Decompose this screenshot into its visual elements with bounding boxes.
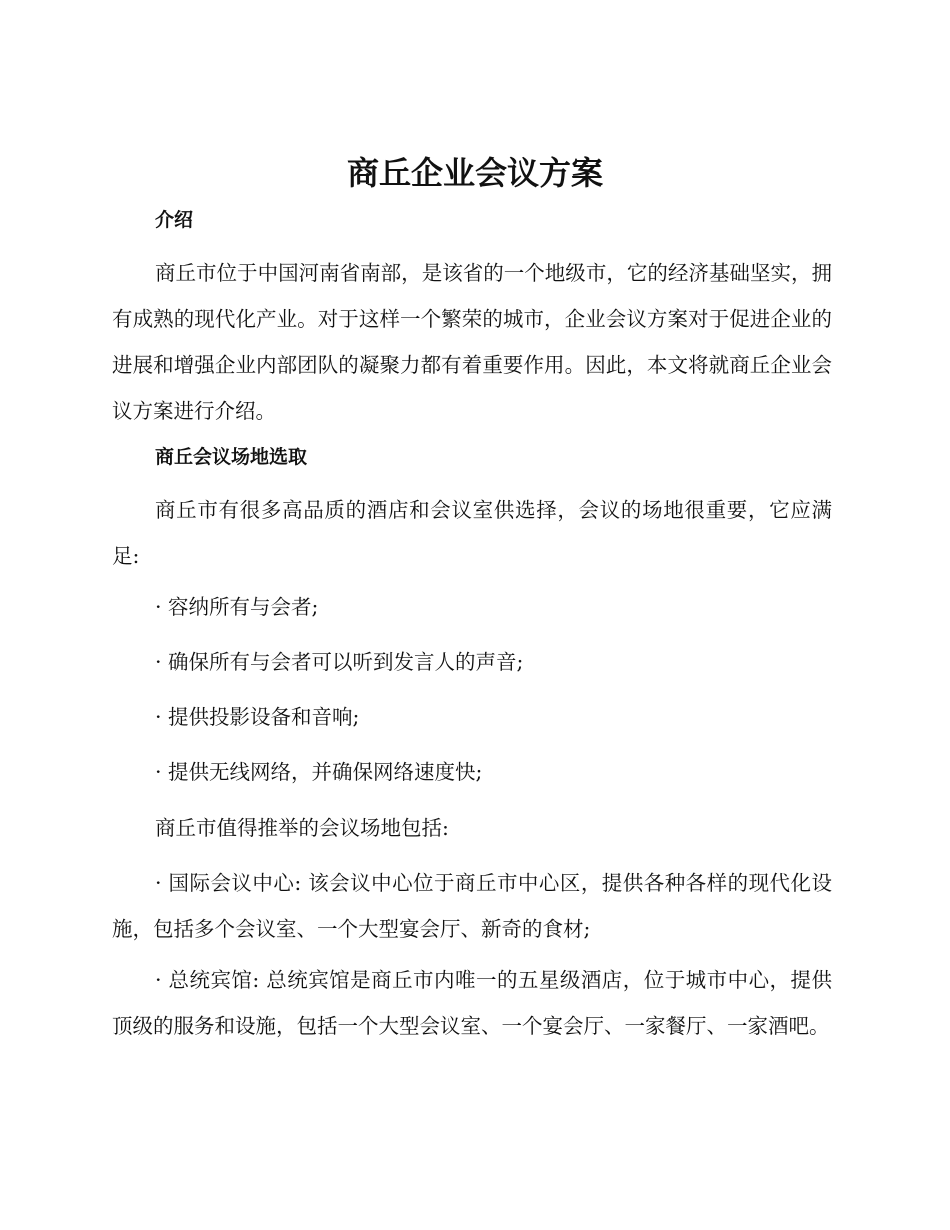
venues-intro: 商丘市值得推举的会议场地包括: [155,816,449,840]
requirement-item: · 提供投影设备和音响; [155,705,360,729]
requirement-item: · 确保所有与会者可以听到发言人的声音; [155,650,524,674]
requirement-item: · 提供无线网络，并确保网络速度快; [155,760,483,784]
section-heading-intro: 介绍 [155,209,194,231]
document-title: 商丘企业会议方案 [346,154,603,192]
venue-item: · 国际会议中心: 该会议中心位于商丘市中心区，提供各种各样的现代化设施，包括多个会议室、一个大型宴会厅、新奇的食材; [112,871,832,941]
requirement-item: · 容纳所有与会者; [155,595,319,619]
venue-paragraph: 商丘市有很多高品质的酒店和会议室供选择，会议的场地很重要，它应满足: [112,498,832,568]
intro-paragraph: 商丘市位于中国河南省南部，是该省的一个地级市，它的经济基础坚实，拥有成熟的现代化产业。对于这样一个繁荣的城市，企业会议方案对于促进企业的进展和增强企业内部团队的凝聚力都有着重要作用。因此，本文将就商丘企业会议方案进行介绍。 [112,261,832,423]
venue-item: · 总统宾馆: 总统宾馆是商丘市内唯一的五星级酒店，位于城市中心，提供顶级的服务和设施，包括一个大型会议室、一个宴会厅、一家餐厅、一家酒吧。 [112,968,832,1038]
section-heading-venue: 商丘会议场地选取 [155,446,308,468]
